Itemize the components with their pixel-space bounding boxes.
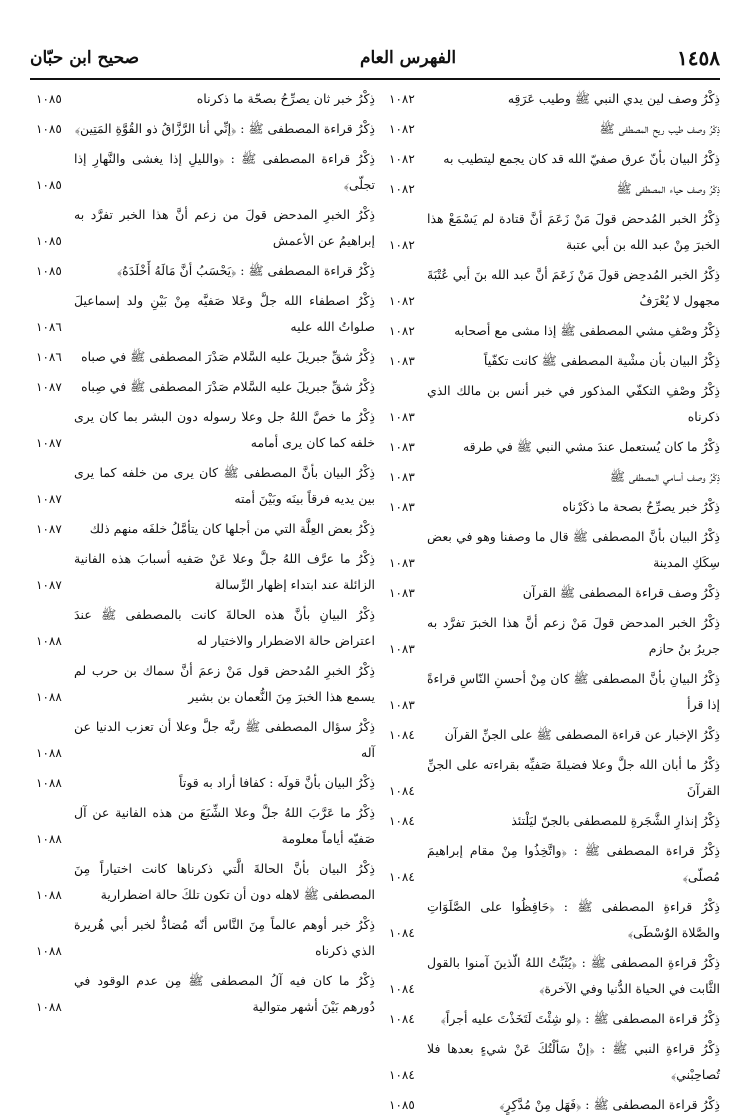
entry-page-number: ١٠٨٣ <box>389 586 415 600</box>
index-entry <box>389 176 720 202</box>
entry-title: ذِكْرُ شقِّ جبريلَ عليه السَّلام صَدْرَ المصطفى ﷺ في صِباه <box>81 379 375 394</box>
entry-page-number: ١٠٨٨ <box>36 944 62 958</box>
entry-page-number: ١٠٨٢ <box>389 122 415 136</box>
entry-page-number: ١٠٨٢ <box>389 152 415 166</box>
index-entry <box>389 610 720 662</box>
entry-page-number: ١٠٨٤ <box>389 870 415 884</box>
entry-title: ذِكْرُ الخبر المُدحِض قولَ مَنْ زَعَمَ أنَّ عبد الله بنَ أبي عُتْبَةَ مجهول لا يُعْرَفُ <box>427 267 720 308</box>
entry-page-number: ١٠٨٣ <box>389 440 415 454</box>
index-entry <box>389 838 720 890</box>
book-title: صحيح ابن حبّان <box>30 48 140 68</box>
index-entry <box>389 722 720 748</box>
entry-page-number: ١٠٨٧ <box>36 492 62 506</box>
entry-page-number: ١٠٨٤ <box>389 1012 415 1026</box>
entry-page-number: ١٠٨٤ <box>389 784 415 798</box>
entry-title: ذِكْرُ البيان بأنَّ المصطفى ﷺ كان يرى من خلفه كما يرى بين يديه فرقاً بينَه وبَيْنَ أمته <box>74 465 375 506</box>
entry-title: ذِكْرُ قراءة المصطفى ﷺ : ﴿والليلِ إذا يغشى والنَّهارِ إذا تجلّى﴾ <box>74 151 375 192</box>
entry-title: ذِكْرُ ما كان يُستعمل عندَ مشي النبي ﷺ في طرقه <box>462 439 720 454</box>
entry-page-number: ١٠٨٦ <box>36 320 62 334</box>
index-entry <box>36 374 375 400</box>
entry-title: ذِكْرُ ما عرَّف اللهُ جلَّ وعلا عَنْ صَفيه أسبابَ هذه الفانية الزائلة عند ابتداء إظهار الرِّسالة <box>74 551 375 592</box>
index-entry <box>36 856 375 908</box>
index-entry <box>389 262 720 314</box>
entry-title: ذِكْرُ الخبر المُدحض قولَ مَنْ زَعَمَ أنَّ قتادة لم يَسْمَعْ هذا الخبرَ مِنْ عبد الله بن أبي عتبة <box>427 211 720 252</box>
entry-title: ذِكْرُ بعض العِلَّة التي من أجلها كان يتأمَّلُ خلفَه منهم ذلك <box>89 521 375 536</box>
entry-title: ذِكْرُ قراءة المصطفى ﷺ : ﴿لو شِئْتَ لَتَخَذْتَ عليه أجراً﴾ <box>440 1011 720 1026</box>
entry-title: ذِكْرُ إنذارِ الشَّجَرةِ للمصطفى بالجنّ ليَلْتئذ <box>511 813 720 828</box>
entry-title: ذِكْرُ قراءةِ النبي ﷺ : ﴿إنْ سَألْتُكَ عَنْ شيءٍ بعدها فلا تُصاحِبْني﴾ <box>427 1041 720 1082</box>
entry-title: ذِكْرُ قراءة المصطفى ﷺ : ﴿واتَّخِذُوا مِنْ مقام إبراهيمَ مُصلّى﴾ <box>427 843 720 884</box>
entry-page-number: ١٠٨٨ <box>36 888 62 902</box>
entry-page-number: ١٠٨٣ <box>389 642 415 656</box>
page-number: ١٤٥٨ <box>677 46 720 70</box>
entry-page-number: ١٠٨٥ <box>36 234 62 248</box>
entry-title: ذِكْرُ شقِّ جبريلَ عليه السَّلام صَدْرَ المصطفى ﷺ في صباه <box>81 349 375 364</box>
entry-title: ذِكْرُ ما خصَّ اللهُ جل وعلا رسوله دون البشر بما كان يرى خلفه كما كان يرى أمامه <box>74 409 375 450</box>
index-entry <box>36 968 375 1020</box>
index-entry <box>36 602 375 654</box>
index-entry <box>389 434 720 460</box>
index-entry <box>389 524 720 576</box>
index-entry <box>389 1006 720 1032</box>
entry-page-number: ١٠٨٨ <box>36 690 62 704</box>
entry-page-number: ١٠٨٣ <box>389 556 415 570</box>
entry-title: ذِكْرُ وصف أسامي المصطفى ﷺ <box>609 469 720 484</box>
entry-title: ذِكْرُ سؤال المصطفى ﷺ ربَّه جلَّ وعلا أن تعزب الدنيا عن آله <box>74 719 375 760</box>
index-entry <box>36 912 375 964</box>
index-entry <box>389 206 720 258</box>
entry-title: ذِكْرُ البيانِ بأنَّ هذه الحالةَ كانت بالمصطفى ﷺ عندَ اعتراض حالة الاضطرار والاختيار له <box>74 607 375 648</box>
index-entry <box>389 464 720 490</box>
entry-page-number: ١٠٨٤ <box>389 926 415 940</box>
index-entry <box>36 516 375 542</box>
entry-title: ذِكْرُ قراءة المصطفى ﷺ : ﴿يَحْسَبُ أنَّ مَالَهُ أَخْلَدَهُ﴾ <box>117 263 375 278</box>
index-entry <box>36 116 375 142</box>
entry-title: ذِكْرُ قراءةِ المصطفى ﷺ : ﴿حَافِظُوا على الصَّلَوَاتِ والصَّلاة الوُسْطَى﴾ <box>427 899 720 940</box>
index-entry <box>36 460 375 512</box>
entry-page-number: ١٠٨٢ <box>389 182 415 196</box>
index-entry <box>36 714 375 766</box>
entry-title: ذِكْرُ البيان بأنَّ الحالةَ الَّتي ذكرناها كانت اختياراً مِنَ المصطفى ﷺ لاهله دون أن تكون تلكَ حالة اضطرارية <box>74 861 375 902</box>
entry-title: ذِكْرُ البيان بأنَّ المصطفى ﷺ قال ما وصفنا وهو في بعض سِكَكِ المدينة <box>427 529 720 570</box>
entry-page-number: ١٠٨٣ <box>389 698 415 712</box>
index-entry <box>36 800 375 852</box>
entry-page-number: ١٠٨٣ <box>389 410 415 424</box>
entry-title: ذِكْرُ قراءة المصطفى ﷺ : ﴿إنِّي أنا الرَّزَّاقُ ذو القُوَّةِ المَتِين﴾ <box>74 121 375 136</box>
entry-page-number: ١٠٨٥ <box>36 122 62 136</box>
entry-page-number: ١٠٨٦ <box>36 350 62 364</box>
index-entry <box>389 494 720 520</box>
entry-page-number: ١٠٨٧ <box>36 522 62 536</box>
index-entry <box>36 86 375 112</box>
entry-page-number: ١٠٨٤ <box>389 814 415 828</box>
entry-page-number: ١٠٨٤ <box>389 1068 415 1082</box>
right-column <box>375 86 720 1112</box>
entry-title: ذِكْرُ البيانِ بأنَّ المصطفى ﷺ كان مِنْ أحسنِ النّاسِ قراءةً إذا قرأ <box>427 671 720 712</box>
index-entry <box>389 348 720 374</box>
index-entry <box>36 344 375 370</box>
index-entry <box>36 146 375 198</box>
entry-title: ذِكْرُ قراءة المصطفى ﷺ : ﴿فَهَل مِنْ مُدَّكِرٍ﴾ <box>499 1097 720 1112</box>
entry-title: ذِكْرُ خبر ثان يصرِّحُ بصحّة ما ذكرناه <box>196 91 375 106</box>
entry-page-number: ١٠٨٥ <box>36 178 62 192</box>
index-entry <box>389 1036 720 1088</box>
entry-title: ذِكْرُ وصف طيب ريح المصطفى ﷺ <box>599 121 720 136</box>
entry-title: ذِكْرُ وصْفِ التكفّي المذكور في خبر أنس بن مالك الذي ذكرناه <box>427 383 720 424</box>
entry-title: ذِكْرُ وصف حياء المصطفى ﷺ <box>616 181 720 196</box>
index-entry <box>389 116 720 142</box>
entry-title: ذِكْرُ البيان بأنّ عرق صفيّ الله قد كان يجمع ليتطيب به <box>443 151 720 166</box>
entry-title: ذِكْرُ البيان بأنَّ قولَه : كفافا أراد به قوتاً <box>179 775 375 790</box>
section-title: الفهرس العام <box>359 48 457 68</box>
index-entry <box>389 666 720 718</box>
entry-title: ذِكْرُ ما عَرَّبَ اللهُ جلَّ وعلا الشِّبَعَ من هذه الفانية عن آل صَفيّه أياماً معلومة <box>74 805 375 846</box>
entry-title: ذِكْرُ وصف لين يدي النبي ﷺ وطيب عَرَقِه <box>507 91 720 106</box>
index-entry <box>36 288 375 340</box>
entry-title: ذِكْرُ وصف قراءة المصطفى ﷺ القرآن <box>522 585 720 600</box>
index-entry <box>389 580 720 606</box>
entry-title: ذِكْرُ الخبرِ المدحض قولَ من زعم أنَّ هذا الخبر تفرَّد به إبراهيمُ عن الأعمش <box>74 207 375 248</box>
entry-title: ذِكْرُ البيان بأن مشْية المصطفى ﷺ كانت تكفّياً <box>483 353 720 368</box>
entry-page-number: ١٠٨٤ <box>389 728 415 742</box>
entry-page-number: ١٠٨٤ <box>389 982 415 996</box>
index-entry <box>389 752 720 804</box>
entry-page-number: ١٠٨٧ <box>36 380 62 394</box>
entry-page-number: ١٠٨٧ <box>36 578 62 592</box>
entry-page-number: ١٠٨٧ <box>36 436 62 450</box>
index-entry <box>36 202 375 254</box>
index-entry <box>36 258 375 284</box>
index-columns <box>30 86 720 1112</box>
entry-page-number: ١٠٨٢ <box>389 324 415 338</box>
index-entry <box>389 894 720 946</box>
index-entry <box>36 658 375 710</box>
entry-page-number: ١٠٨٨ <box>36 832 62 846</box>
index-entry <box>389 1092 720 1118</box>
entry-page-number: ١٠٨٣ <box>389 470 415 484</box>
entry-title: ذِكْرُ قراءةِ المصطفى ﷺ : ﴿يُثَبِّتُ اللهُ الّذينَ آمنوا بالقول الثَّابت في الحياة الدُّنيا وفي الآخرة﴾ <box>427 955 720 996</box>
index-entry <box>389 146 720 172</box>
entry-title: ذِكْرُ الخبر المدحض قولَ مَنْ زعم أنَّ هذا الخبرَ تفرَّد به جريرُ بنُ حازم <box>427 615 720 656</box>
entry-title: ذِكْرُ الخبرِ المُدحض قول مَنْ زعمَ أنَّ سماك بن حرب لم يسمع هذا الخبرَ مِنَ النُّعمان بن بشير <box>74 663 375 704</box>
entry-page-number: ١٠٨٢ <box>389 294 415 308</box>
index-entry <box>389 378 720 430</box>
entry-page-number: ١٠٨٥ <box>36 264 62 278</box>
entry-page-number: ١٠٨٥ <box>389 1098 415 1112</box>
entry-page-number: ١٠٨٢ <box>389 92 415 106</box>
entry-title: ذِكْرُ ما أبان الله جلَّ وعلا فضيلةَ صَفيِّه بقراءته على الجنِّ القرآنَ <box>427 757 720 798</box>
index-entry <box>36 404 375 456</box>
entry-page-number: ١٠٨٣ <box>389 500 415 514</box>
entry-title: ذِكْرُ الإخبار عن قراءة المصطفى ﷺ على الجنِّ القرآن <box>444 727 720 742</box>
entry-page-number: ١٠٨٨ <box>36 776 62 790</box>
index-entry <box>389 808 720 834</box>
entry-page-number: ١٠٨٨ <box>36 1000 62 1014</box>
entry-page-number: ١٠٨٢ <box>389 238 415 252</box>
entry-page-number: ١٠٨٨ <box>36 634 62 648</box>
entry-title: ذِكْرُ اصطفاء الله جلَّ وعَلا صَفيَّه مِنْ بَيْنِ ولد إسماعيلَ صلواتُ الله عليه <box>74 293 375 334</box>
entry-title: ذِكْرُ ما كان فيه آلُ المصطفى ﷺ مِن عدم الوقود في دُورهم بَيْنَ أشهر متوالية <box>74 973 375 1014</box>
page-header <box>30 38 720 80</box>
entry-title: ذِكْرُ خبر يصرِّحُ بصحة ما ذكَرْناه <box>562 499 720 514</box>
index-entry <box>36 770 375 796</box>
entry-page-number: ١٠٨٣ <box>389 354 415 368</box>
index-entry <box>36 546 375 598</box>
entry-page-number: ١٠٨٥ <box>36 92 62 106</box>
entry-title: ذِكْرُ خبر أوهم عالماً مِنَ النَّاس أنّه مُضادٌّ لخبر أبي هُريرة الذي ذكرناه <box>74 917 375 958</box>
entry-page-number: ١٠٨٨ <box>36 746 62 760</box>
index-entry <box>389 86 720 112</box>
index-entry <box>389 318 720 344</box>
left-column <box>30 86 375 1091</box>
index-entry <box>389 950 720 1002</box>
entry-title: ذِكْرُ وصْفِ مشي المصطفى ﷺ إذا مشى مع أصحابه <box>454 323 720 338</box>
